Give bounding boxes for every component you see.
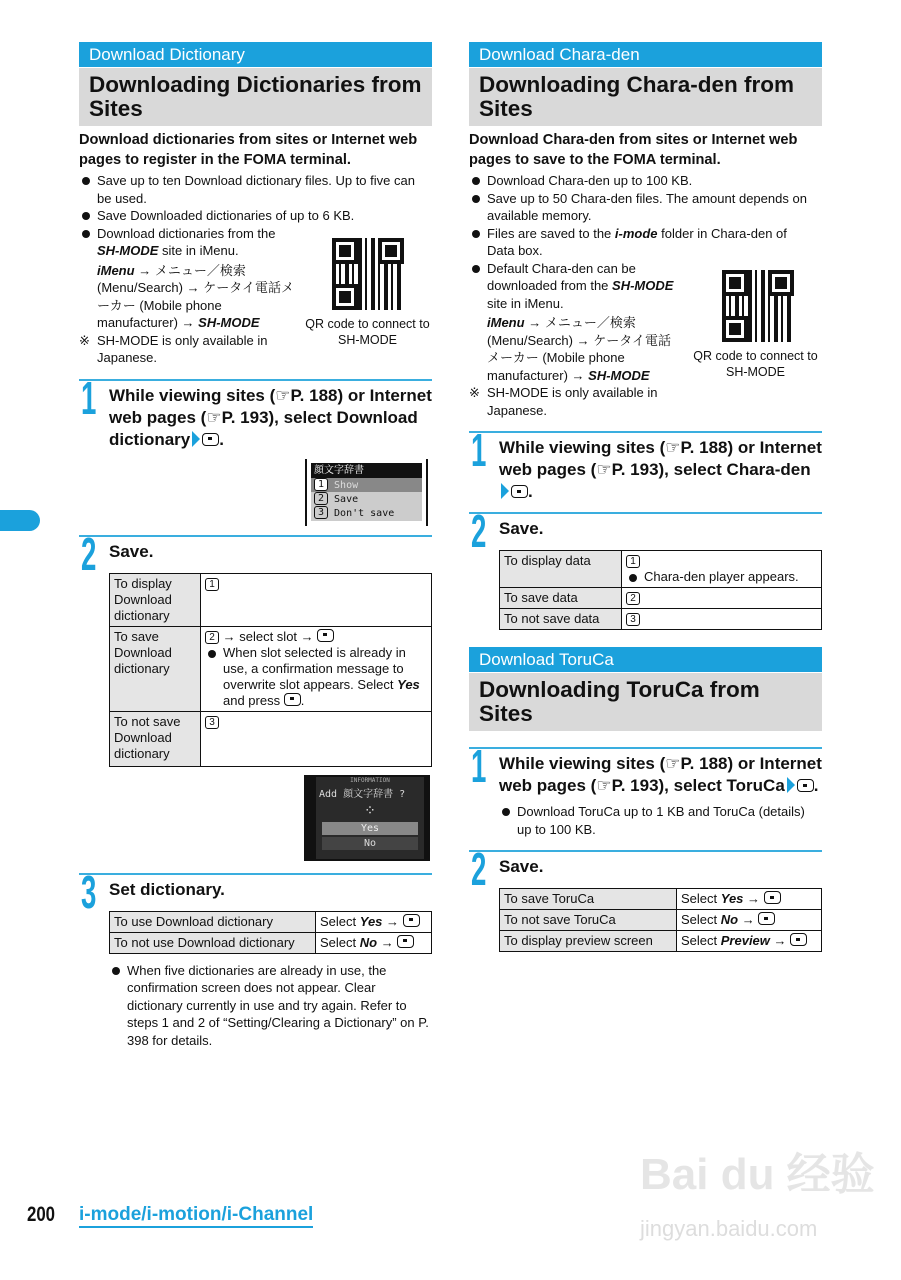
table-row: To not save ToruCa Select No →	[500, 910, 822, 931]
finger-point-icon: ☞	[206, 407, 222, 427]
bullet: Download dictionaries from the SH-MODE site in iMenu. iMenu → メニュー／検索 (Menu/Search) → ケータイ電話メーカー (Mobile phone manufacturer) → SH-MODE	[79, 225, 297, 332]
center-key-icon	[403, 914, 420, 927]
step-2	[469, 843, 822, 952]
center-key-icon	[397, 935, 414, 948]
bullet: Files are saved to the i-mode folder in Chara-den of Data box.	[469, 225, 817, 260]
step-2-text: Save.	[109, 541, 154, 561]
finger-point-icon: ☞	[275, 385, 291, 405]
table-row: To display preview screen Select Preview →	[500, 931, 822, 952]
bullet: Download Chara-den up to 100 KB.	[469, 172, 822, 190]
finger-point-icon: ☞	[596, 460, 612, 479]
section-title: Downloading Chara-den from Sites	[469, 68, 822, 126]
step-2-text: Save.	[499, 857, 544, 876]
menu-item-save[interactable]: 2 Save	[311, 492, 422, 506]
category-bar: Download Chara-den	[469, 42, 822, 67]
chapter-tab	[0, 510, 40, 531]
bullet-list	[79, 172, 432, 367]
step-number: 1	[81, 371, 97, 424]
chara-den-table	[499, 550, 822, 630]
table-row: To display Download dictionary 1	[110, 573, 432, 626]
confirm-question: Add 顔文字辞書 ?	[319, 788, 406, 800]
arrow-right-icon	[192, 431, 200, 447]
right-column	[469, 42, 822, 952]
bullet-list	[469, 172, 822, 419]
bullet: When five dictionaries are already in use, the confirmation screen does not appear. Clear dictionary currently in use and try again. Refer to steps 1 and 2 of “Setting/Clearing a Dictionary” on P. 398 for details.	[109, 962, 432, 1050]
step-1-text: While viewing sites (☞P. 188) or Internet web pages (☞P. 193), select Chara-den.	[499, 438, 822, 501]
step-2	[469, 505, 822, 630]
qr-caption: QR code to connect to SH-MODE	[693, 349, 818, 379]
category-bar: Download ToruCa	[469, 647, 822, 672]
phone-screen-2: INFORMATION Add 顔文字辞書 ? ⁘ Yes No	[304, 775, 430, 861]
watermark-logo: Bai du 经验	[640, 1150, 875, 1199]
bullet: Save up to ten Download dictionary files. Up to five can be used.	[79, 172, 419, 207]
center-key-icon	[764, 891, 781, 904]
bullet: Save up to 50 Chara-den files. The amount depends on available memory.	[469, 190, 817, 225]
category-bar: Download Dictionary	[79, 42, 432, 67]
step-1	[79, 371, 432, 526]
set-dictionary-table	[109, 911, 432, 954]
center-key-icon	[790, 933, 807, 946]
table-row: To not use Download dictionary Select No →	[110, 932, 432, 953]
screen-title: 顔文字辞書	[311, 463, 422, 478]
step-number: 3	[81, 865, 97, 918]
menu-item-dont-save[interactable]: 3 Don't save	[311, 506, 422, 520]
left-column	[79, 42, 432, 1049]
finger-point-icon: ☞	[665, 438, 681, 457]
finger-point-icon: ☞	[596, 776, 612, 795]
no-option[interactable]: No	[322, 837, 418, 850]
table-row: To use Download dictionary Select Yes →	[110, 911, 432, 932]
step-1	[469, 424, 822, 503]
step-3-text: Set dictionary.	[109, 879, 225, 899]
step-number: 2	[471, 505, 487, 557]
toruca-table	[499, 888, 822, 952]
step-number: 1	[471, 740, 487, 792]
table-row: To not save data 3	[500, 609, 822, 630]
step-1-text: While viewing sites (☞P. 188) or Internet web pages (☞P. 193), select ToruCa .	[499, 754, 822, 795]
section-title: Downloading Dictionaries from Sites	[79, 68, 432, 126]
finger-point-icon: ☞	[665, 754, 681, 773]
intro-text: Download dictionaries from sites or Internet web pages to register in the FOMA terminal.	[79, 132, 418, 168]
table-row: To save ToruCa Select Yes →	[500, 889, 822, 910]
center-key-icon	[511, 485, 528, 498]
menu-item-show[interactable]: 1 Show	[311, 478, 422, 492]
step-1-text: While viewing sites (☞P. 188) or Internet web pages (☞P. 193), select Download dictionary .	[109, 385, 432, 449]
arrow-right-icon	[787, 777, 795, 793]
save-options-table	[109, 573, 432, 767]
step-2-text: Save.	[499, 519, 544, 538]
arrow-right-icon	[501, 483, 509, 499]
qr-code	[332, 238, 404, 310]
bullet: Default Chara-den can be downloaded from the SH-MODE site in iMenu. iMenu → メニュー／検索 (Menu/Search) → ケータイ電話メーカー (Mobile phone manufacturer) → SH-MODE	[469, 260, 677, 385]
section-link[interactable]: i-mode/i-motion/i-Channel	[79, 1204, 313, 1228]
table-row: To save Download dictionary 2 → select slot → When slot selected is already in use, a confirmation message to overwrite slot appears. Select Yes and press .	[110, 626, 432, 711]
center-key-icon	[317, 629, 334, 642]
bullet: Download ToruCa up to 1 KB and ToruCa (details) up to 100 KB.	[499, 803, 817, 838]
section-title: Downloading ToruCa from Sites	[469, 673, 822, 731]
center-key-icon	[284, 693, 301, 706]
qr-caption: QR code to connect to SH-MODE	[305, 317, 430, 347]
step-1	[469, 740, 822, 838]
yes-option[interactable]: Yes	[322, 822, 418, 835]
step-3	[79, 865, 432, 1050]
step-number: 2	[471, 843, 487, 895]
intro-text: Download Chara-den from sites or Internet web pages to save to the FOMA terminal.	[469, 132, 798, 168]
step-2	[79, 527, 432, 861]
center-key-icon	[202, 433, 219, 446]
note: ※ SH-MODE is only available in Japanese.	[79, 332, 268, 365]
page-number: 200	[27, 1203, 56, 1226]
step-number: 1	[471, 424, 487, 476]
center-key-icon	[797, 779, 814, 792]
step-number: 2	[81, 527, 97, 580]
center-key-icon	[758, 912, 775, 925]
qr-code	[722, 270, 794, 342]
watermark-url: jingyan.baidu.com	[640, 1216, 818, 1241]
note: ※ SH-MODE is only available in Japanese.	[469, 385, 658, 418]
table-row: To display data 1 Chara-den player appears.	[500, 551, 822, 588]
bullet: Save Downloaded dictionaries of up to 6 KB.	[79, 207, 432, 225]
table-row: To not save Download dictionary 3	[110, 711, 432, 766]
phone-screen-1	[305, 459, 428, 526]
table-row: To save data 2	[500, 588, 822, 609]
